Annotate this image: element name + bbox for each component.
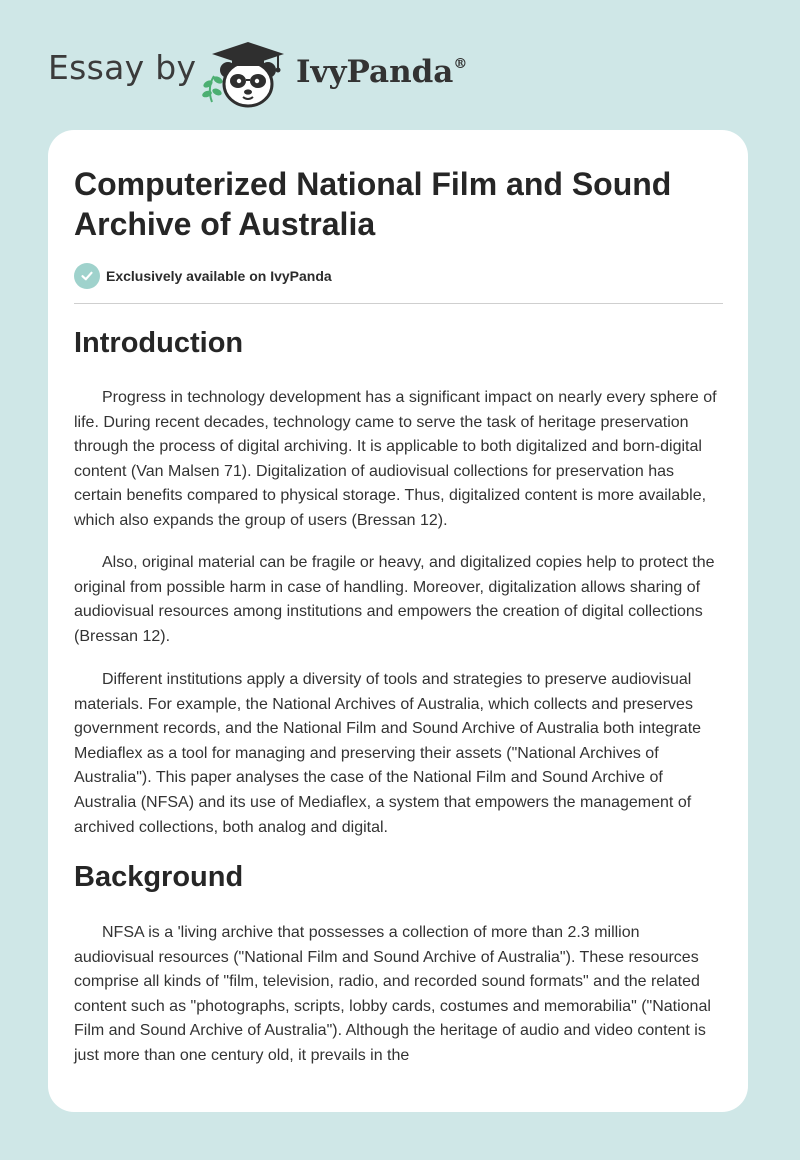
- brand-name-text: IvyPanda: [296, 54, 454, 90]
- exclusive-badge: [74, 263, 332, 289]
- article-card: [48, 130, 748, 1112]
- paragraph-background-1: NFSA is a 'living archive that possesses a collection of more than 2.3 million audiovisual resources ("National Film and Sound Archive of Australia"). These resources comprise all kinds of "film, television, radio, and recorded sound formats" and the related content such as "photographs, scripts, lobby cards, costumes and memorabilia" ("National Film and Sound Archive of Australia"). Although the heritage of audio and video content is just more than one century old, it prevails in the: [74, 924, 711, 1064]
- article-title: Computerized National Film and Sound Archive of Australia: [74, 166, 672, 242]
- registered-mark: ®: [453, 55, 468, 72]
- check-circle-icon: [74, 263, 100, 289]
- site-header: [0, 0, 800, 130]
- exclusive-label: Exclusively available on IvyPanda: [106, 268, 332, 284]
- section-heading-introduction: Introduction: [74, 327, 244, 359]
- check-mark-icon: [80, 269, 94, 283]
- paragraph-intro-3: Different institutions apply a diversity of tools and strategies to preserve audiovisual materials. For example, the National Archives of Australia, which collects and preserves government records, and the National Film and Sound Archive of Australia both integrate Mediaflex as a tool for managing and preserving their assets ("National Archives of Australia"). This paper analyses the case of the National Film and Sound Archive of Australia (NFSA) and its use of Mediaflex, a system that empowers the management of archived collections, both analog and digital.: [74, 671, 702, 836]
- brand-name[interactable]: [296, 54, 467, 90]
- paragraph-intro-1: Progress in technology development has a significant impact on nearly every sphere of life. During recent decades, technology came to serve the task of heritage preservation through the process of digital archiving. It is applicable to both digitalized and born-digital content (Van Malsen 71). Digitalization of audiovisual collections for preservation has certain benefits compared to physical storage. Thus, digitalized content is more available, which also expands the group of users (Bressan 12).: [74, 389, 717, 529]
- paragraph-intro-2: Also, original material can be fragile or heavy, and digitalized copies help to protect the original from possible harm in case of handling. Moreover, digitalization allows sharing of audiovisual resources among institutions and empowers the creation of digital collections (Bressan 12).: [74, 554, 715, 645]
- section-heading-background: Background: [74, 861, 244, 893]
- title-divider: [74, 303, 723, 304]
- brand-prefix: Essay by: [48, 48, 197, 87]
- panda-logo-icon[interactable]: [198, 36, 290, 110]
